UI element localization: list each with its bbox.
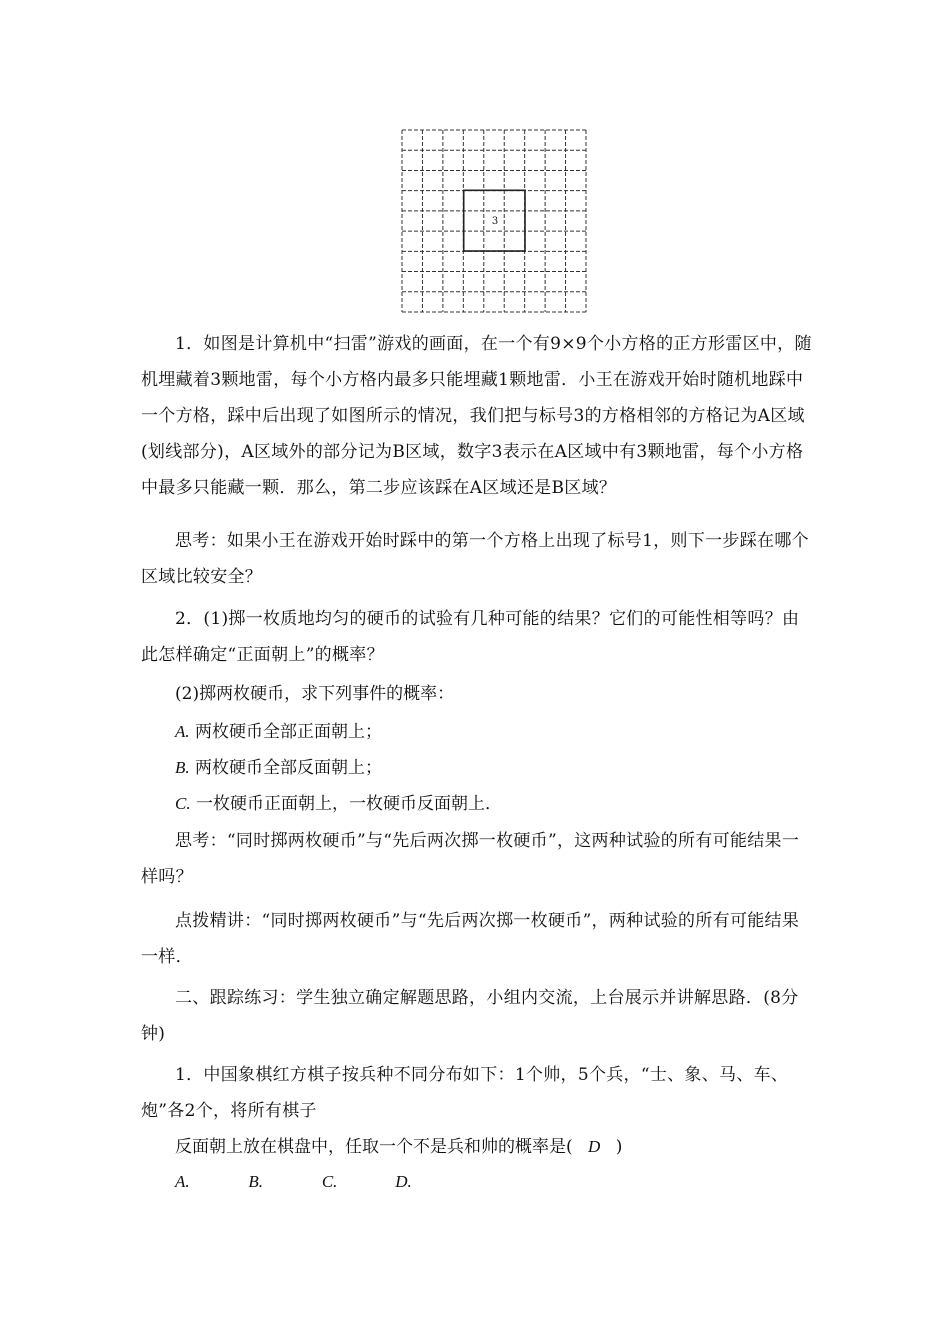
option-b: B. [248,1172,264,1191]
option-a: A. [175,1172,190,1191]
problem2-part2: (2)掷两枚硬币，求下列事件的概率： [175,684,455,704]
problem2-think: 思考：“同时掷两枚硬币”与“先后两次掷一枚硬币”，这两种试验的所有可能结果一样吗？ [141,831,800,887]
event-c-label: C. [175,794,191,813]
event-b-text: 两枚硬币全部反面朝上； [195,758,383,778]
event-a-label: A. [175,722,190,741]
event-b [175,756,382,780]
center-number-label: 3 [491,216,499,227]
event-c [175,792,502,816]
q1-cont-prefix: 反面朝上放在棋盘中，任取一个不是兵和帅的概率是( [175,1137,573,1157]
minesweeper-grid-figure [401,129,587,313]
event-a-text: 两枚硬币全部正面朝上； [195,722,383,742]
problem1-think: 思考：如果小王在游戏开始时踩中的第一个方格上出现了标号1，则下一步踩在哪个区域比较安全？ [141,531,809,587]
section2-q1: 1．中国象棋红方棋子按兵种不同分布如下：1个帅，5个兵，“士、象、马、车、炮”各2个，将所有棋子 [141,1065,789,1121]
option-d: D. [395,1172,412,1191]
section2-q1-continuation [175,1135,622,1159]
event-c-text: 一枚硬币正面朝上，一枚硬币反面朝上． [196,794,502,814]
event-a [175,720,382,744]
q1-answer: D [588,1137,601,1156]
problem1-text: 1．如图是计算机中“扫雷”游戏的画面，在一个有9×9个小方格的正方形雷区中，随机埋藏着3颗地雷，每个小方格内最多只能埋藏1颗地雷．小王在游戏开始时随机地踩中一个方格，踩中后出现了如图所示的情况，我们把与标号3的方格相邻的方格记为A区域(划线部分)，A区域外的部分记为B区域，数字3表示在A区域中有3颗地雷，每个小方格中最多只能藏一颗．那么，第二步应该踩在A区域还是B区域？ [141,334,812,498]
option-c: C. [321,1172,338,1191]
options-row [175,1170,463,1194]
section2-heading: 二、跟踪练习：学生独立确定解题思路，小组内交流，上台展示并讲解思路．(8分钟) [141,988,799,1044]
event-b-label: B. [175,758,190,777]
problem2-part1: 2．(1)掷一枚质地均匀的硬币的试验有几种可能的结果？它们的可能性相等吗？由此怎样确定“正面朝上”的概率？ [141,609,800,665]
q1-cont-suffix: ) [615,1137,623,1157]
problem2-hint: 点拨精讲：“同时掷两枚硬币”与“先后两次掷一枚硬币”，两种试验的所有可能结果一样． [141,911,800,967]
